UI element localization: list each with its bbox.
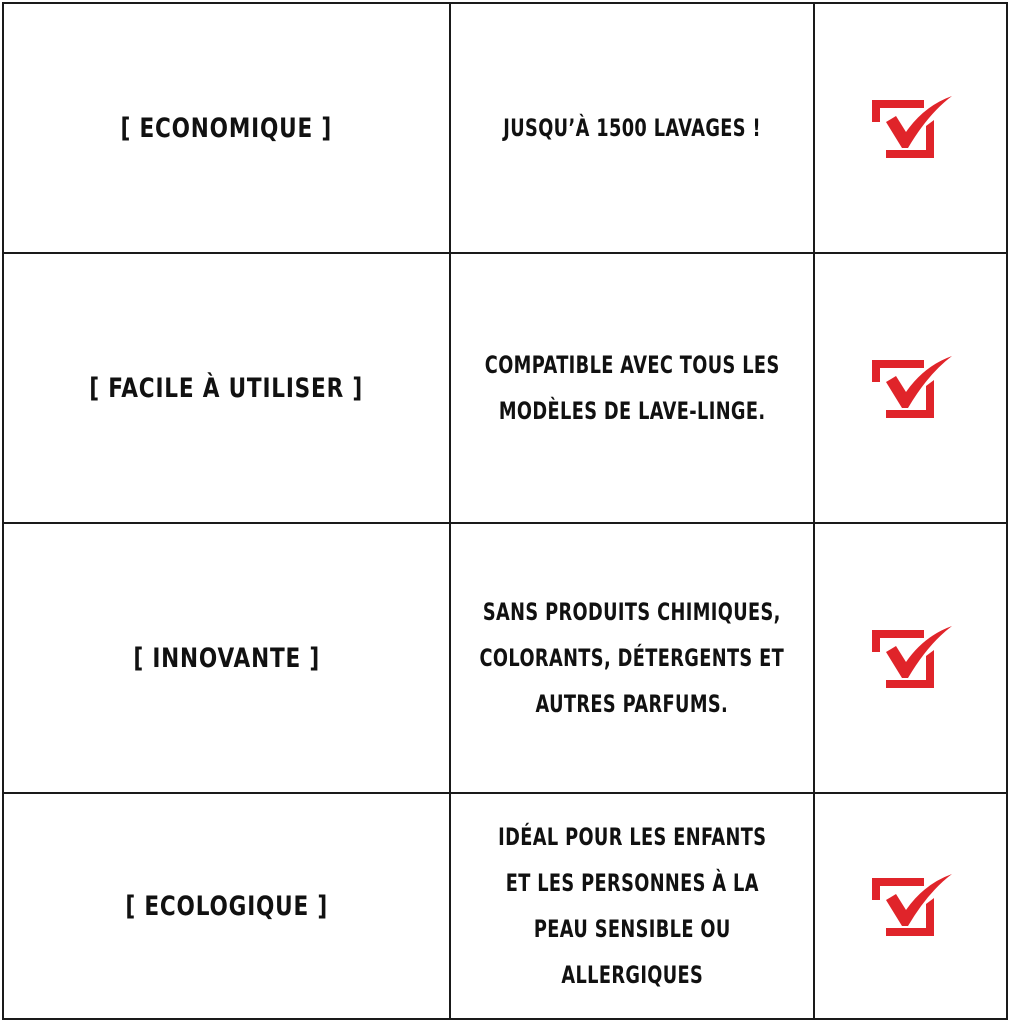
- description-line: SANS PRODUITS CHIMIQUES,: [483, 598, 781, 626]
- feature-label: [ ECONOMIQUE ]: [120, 112, 333, 144]
- checkbox-checked-icon: [868, 92, 954, 164]
- description-line: COMPATIBLE AVEC TOUS LES: [484, 351, 780, 379]
- feature-label-cell: [4, 254, 451, 522]
- feature-description-cell: [451, 524, 815, 792]
- description-line: IDÉAL POUR LES ENFANTS: [497, 823, 767, 851]
- feature-label: [ INNOVANTE ]: [133, 642, 320, 674]
- feature-description-cell: [451, 254, 815, 522]
- table-row: [4, 524, 1006, 794]
- table-row: [4, 4, 1006, 254]
- description-line: COLORANTS, DÉTERGENTS ET: [479, 644, 785, 672]
- feature-description: [480, 589, 785, 727]
- feature-label-cell: [4, 524, 451, 792]
- description-line: PEAU SENSIBLE OU: [533, 915, 731, 943]
- feature-check-cell: [815, 524, 1006, 792]
- checkbox-checked-icon: [868, 352, 954, 424]
- description-line: JUSQU’À 1500 LAVAGES !: [503, 114, 761, 142]
- feature-label-cell: [4, 4, 451, 252]
- feature-label: [ ECOLOGIQUE ]: [125, 890, 328, 922]
- feature-label-cell: [4, 794, 451, 1018]
- feature-description-cell: [451, 4, 815, 252]
- table-row: [4, 254, 1006, 524]
- feature-description: [503, 105, 761, 151]
- feature-description: [498, 814, 766, 998]
- feature-check-cell: [815, 794, 1006, 1018]
- checkbox-checked-icon: [868, 870, 954, 942]
- table-row: [4, 794, 1006, 1018]
- checkbox-checked-icon: [868, 622, 954, 694]
- description-line: ET LES PERSONNES À LA: [505, 869, 759, 897]
- feature-check-cell: [815, 4, 1006, 252]
- feature-description: [485, 342, 780, 434]
- feature-check-cell: [815, 254, 1006, 522]
- description-line: AUTRES PARFUMS.: [535, 690, 729, 718]
- description-line: ALLERGIQUES: [561, 961, 703, 989]
- description-line: MODÈLES DE LAVE-LINGE.: [498, 397, 766, 425]
- feature-description-cell: [451, 794, 815, 1018]
- feature-label: [ FACILE À UTILISER ]: [89, 372, 364, 404]
- features-table: [2, 2, 1008, 1020]
